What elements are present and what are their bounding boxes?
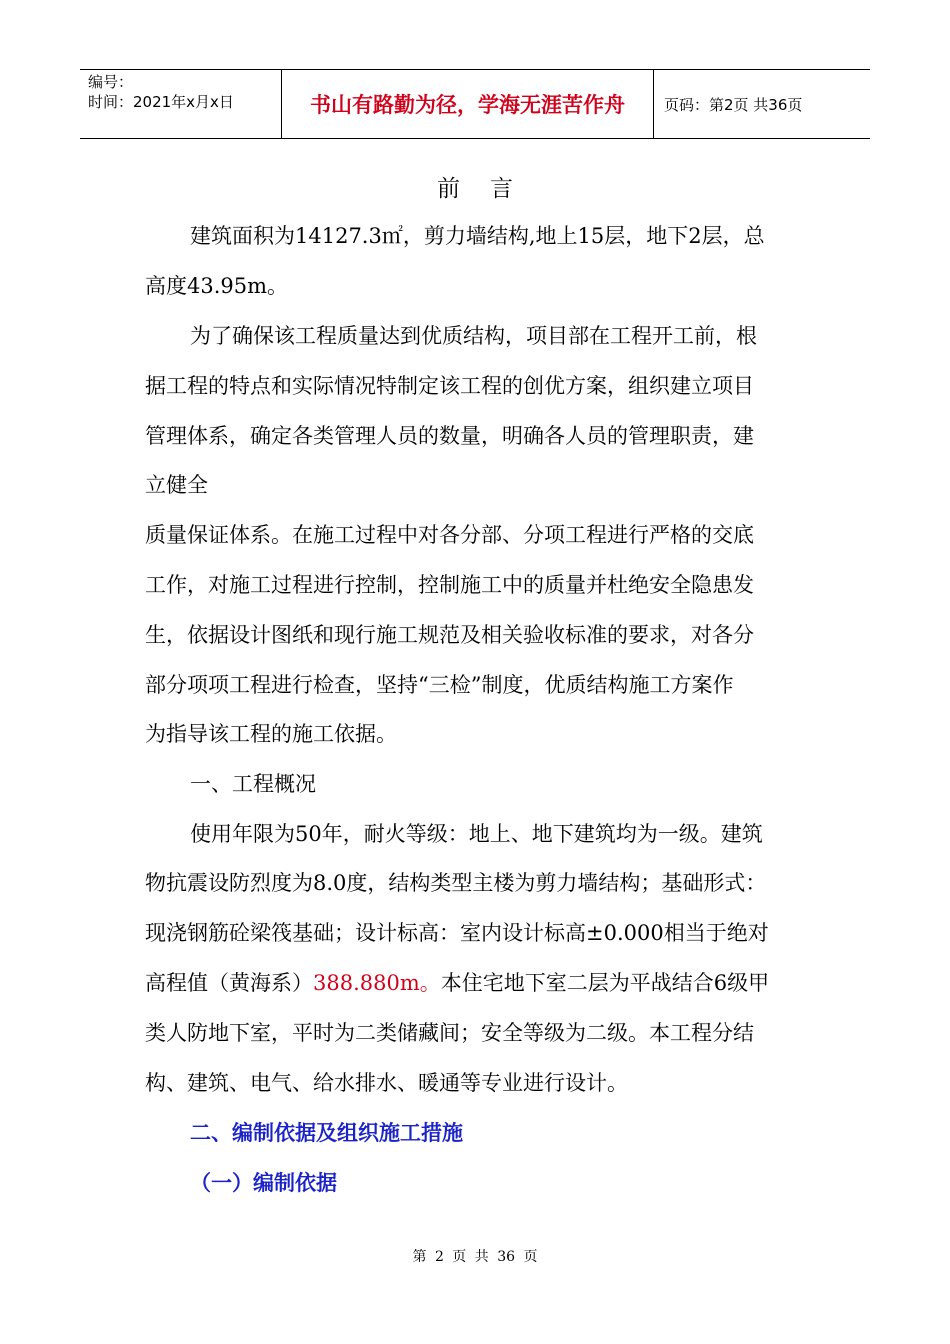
- para-line: 质量保证体系。在施工过程中对各分部、分项工程进行严格的交底: [145, 523, 754, 547]
- para-line: 构、建筑、电气、给水排水、暖通等专业进行设计。: [145, 1071, 628, 1095]
- header-time: 时间：2021年x月x日: [88, 93, 234, 111]
- header-page-info: 页码：第2页 共36页: [664, 95, 803, 114]
- para-fragment: 高程值（黄海系）: [145, 971, 313, 995]
- para-line: 立健全: [145, 473, 208, 497]
- header-motto: 书山有路勤为径，学海无涯苦作舟: [282, 70, 654, 138]
- para-line: 建筑面积为14127.3㎡，剪力墙结构,地上15层，地下2层，总: [190, 224, 765, 248]
- elevation-value: 388.880m。: [313, 971, 441, 995]
- subsection-heading: （一）编制依据: [190, 1171, 337, 1195]
- para-line: [145, 967, 769, 997]
- page-footer: 第 2 页 共 36 页: [412, 1249, 538, 1265]
- para-fragment: 本住宅地下室二层为平战结合6级甲: [440, 971, 770, 995]
- section-heading-2: 二、编制依据及组织施工措施: [190, 1121, 463, 1145]
- para-line: 高度43.95m。: [145, 274, 289, 298]
- para-line: 管理体系，确定各类管理人员的数量，明确各人员的管理职责，建: [145, 424, 754, 448]
- header-number: 编号：: [88, 73, 134, 91]
- section-heading-1: 一、工程概况: [190, 772, 316, 796]
- para-line: 物抗震设防烈度为8.0度，结构类型主楼为剪力墙结构；基础形式：: [145, 871, 767, 895]
- para-line: 类人防地下室，平时为二类储藏间；安全等级为二级。本工程分结: [145, 1021, 754, 1045]
- page-title: 前言: [437, 176, 543, 202]
- para-line: 现浇钢筋砼梁筏基础；设计标高：室内设计标高±0.000相当于绝对: [145, 921, 769, 945]
- para-line: 工作，对施工过程进行控制，控制施工中的质量并杜绝安全隐患发: [145, 573, 754, 597]
- para-line: 据工程的特点和实际情况特制定该工程的创优方案，组织建立项目: [145, 374, 754, 398]
- para-line: 部分项项工程进行检查，坚持“三检”制度，优质结构施工方案作: [145, 673, 734, 697]
- para-line: 为指导该工程的施工依据。: [145, 722, 397, 746]
- header-meta: [80, 70, 282, 138]
- para-line: 使用年限为50年，耐火等级：地上、地下建筑均为一级。建筑: [190, 822, 763, 846]
- page-header: [80, 69, 870, 139]
- para-line: 为了确保该工程质量达到优质结构，项目部在工程开工前，根: [190, 324, 757, 348]
- para-line: 生，依据设计图纸和现行施工规范及相关验收标准的要求，对各分: [145, 623, 754, 647]
